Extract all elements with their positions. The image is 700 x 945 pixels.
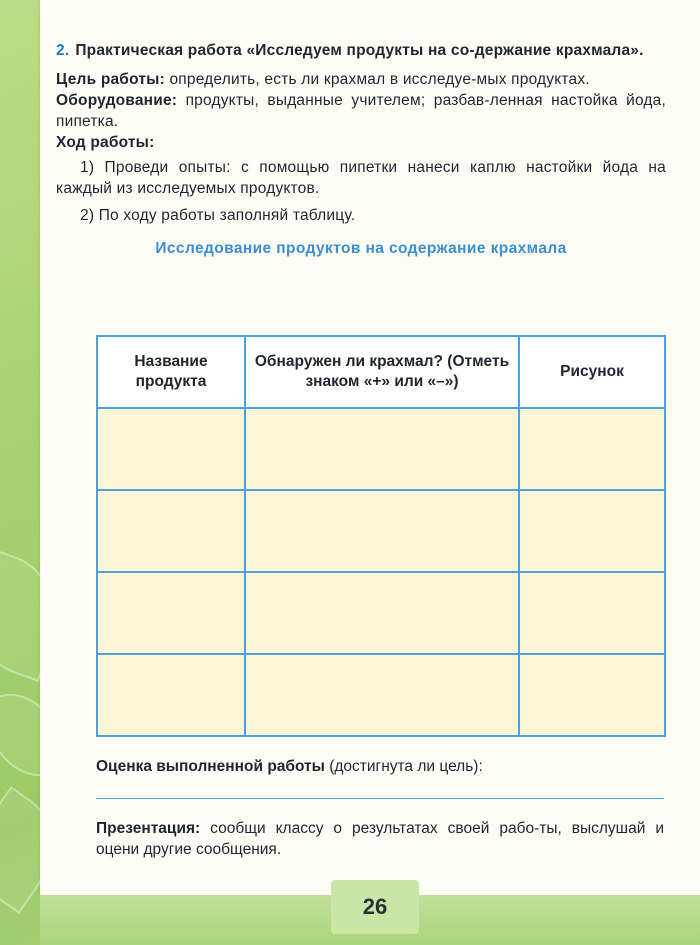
product-name-cell[interactable]: [97, 654, 245, 736]
task-title: Практическая работа «Исследуем продукты на со-держание крахмала».: [75, 42, 644, 59]
starch-result-cell[interactable]: [245, 572, 519, 654]
task-content: [56, 40, 666, 259]
equipment-text: продукты, выданные учителем; разбав-ленная настойка йода, пипетка.: [56, 92, 666, 130]
goal-text: определить, есть ли крахмал в исследуе-мых продуктах.: [169, 71, 590, 88]
task-number: 2.: [56, 42, 70, 59]
starch-result-cell[interactable]: [245, 654, 519, 736]
presentation-text: сообщи классу о результатах своей рабо-ты, выслушай и оцени другие сообщения.: [96, 820, 665, 858]
table-title: Исследование продуктов на содержание крахмала: [155, 240, 567, 257]
product-name-cell[interactable]: [97, 572, 245, 654]
equipment-label: Оборудование:: [56, 92, 178, 109]
procedure-step: 2) По ходу работы заполняй таблицу.: [80, 207, 356, 224]
evaluation-text: (достигнута ли цель):: [329, 758, 483, 775]
drawing-cell[interactable]: [519, 408, 665, 490]
task-heading: [56, 40, 666, 61]
research-table: [96, 335, 666, 737]
column-header-product-name: Название продукта: [97, 336, 245, 408]
column-header-starch-found: Обнаружен ли крахмал? (Отметь знаком «+» или «–»): [245, 336, 519, 408]
equipment-paragraph: [56, 90, 666, 132]
table-row: [97, 654, 665, 736]
starch-result-cell[interactable]: [245, 490, 519, 572]
table-row: [97, 572, 665, 654]
goal-paragraph: [56, 69, 666, 90]
drawing-cell[interactable]: [519, 654, 665, 736]
column-header-drawing: Рисунок: [519, 336, 665, 408]
table-header-row: [97, 336, 665, 408]
drawing-cell[interactable]: [519, 572, 665, 654]
presentation-paragraph: [96, 818, 664, 860]
procedure-label: Ход работы:: [56, 134, 155, 151]
table-row: [97, 408, 665, 490]
product-name-cell[interactable]: [97, 408, 245, 490]
starch-result-cell[interactable]: [245, 408, 519, 490]
page-number: 26: [331, 880, 419, 934]
evaluation-label: Оценка выполненной работы: [96, 758, 325, 775]
evaluation-prompt: [96, 756, 664, 777]
procedure-step: 1) Проведи опыты: с помощью пипетки нанеси каплю настойки йода на каждый из исследуемых продуктов.: [56, 159, 666, 197]
table-row: [97, 490, 665, 572]
evaluation-answer-line[interactable]: [96, 798, 664, 799]
goal-label: Цель работы:: [56, 71, 165, 88]
drawing-cell[interactable]: [519, 490, 665, 572]
product-name-cell[interactable]: [97, 490, 245, 572]
presentation-label: Презентация:: [96, 820, 201, 837]
